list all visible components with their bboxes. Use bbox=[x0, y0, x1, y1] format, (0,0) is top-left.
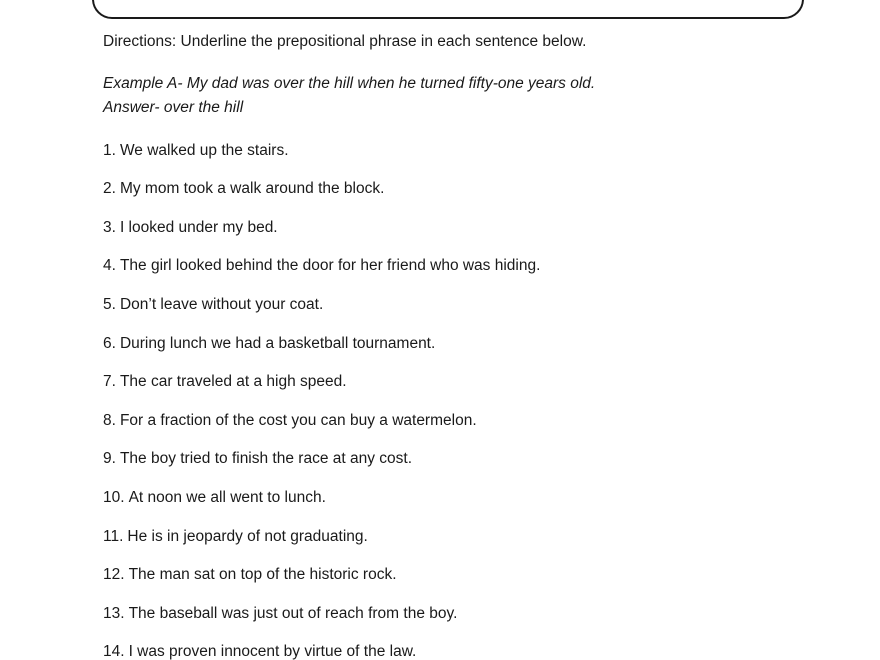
sentence-item bbox=[103, 529, 823, 545]
sentence-number: 10. bbox=[103, 488, 125, 506]
example-block bbox=[103, 72, 823, 120]
sentence-text: The girl looked behind the door for her friend who was hiding. bbox=[119, 257, 541, 275]
example-sentence: Example A- My dad was over the hill when he turned fifty-one years old. bbox=[103, 75, 596, 92]
sentence-number: 8. bbox=[103, 411, 116, 429]
sentence-number: 3. bbox=[103, 218, 116, 236]
sentence-text: The baseball was just out of reach from the boy. bbox=[128, 604, 458, 622]
sentence-number: 12. bbox=[103, 566, 125, 584]
sentence-text: We walked up the stairs. bbox=[119, 141, 289, 159]
sentence-item bbox=[103, 451, 823, 467]
sentence-number: 6. bbox=[103, 334, 116, 352]
sentence-item bbox=[103, 220, 823, 236]
sentence-text: I looked under my bed. bbox=[119, 218, 278, 236]
sentence-text: The boy tried to finish the race at any cost. bbox=[119, 450, 413, 468]
sentence-number: 4. bbox=[103, 257, 116, 275]
sentence-number: 13. bbox=[103, 604, 125, 622]
title-box-frame bbox=[92, 0, 804, 19]
sentence-item bbox=[103, 297, 823, 313]
sentence-item bbox=[103, 644, 823, 660]
sentence-text: For a fraction of the cost you can buy a watermelon. bbox=[119, 411, 477, 429]
sentence-text: Don’t leave without your coat. bbox=[119, 295, 324, 313]
sentence-list bbox=[103, 143, 823, 660]
sentence-number: 7. bbox=[103, 373, 116, 391]
sentence-item bbox=[103, 490, 823, 506]
sentence-item bbox=[103, 336, 823, 352]
sentence-number: 14. bbox=[103, 643, 125, 660]
directions-text: Directions: Underline the prepositional phrase in each sentence below. bbox=[103, 33, 587, 50]
sentence-item bbox=[103, 374, 823, 390]
sentence-item bbox=[103, 413, 823, 429]
sentence-text: At noon we all went to lunch. bbox=[128, 488, 326, 506]
sentence-number: 11. bbox=[103, 527, 124, 545]
sentence-item bbox=[103, 143, 823, 159]
sentence-number: 5. bbox=[103, 295, 116, 313]
sentence-number: 1. bbox=[103, 141, 116, 159]
sentence-number: 9. bbox=[103, 450, 116, 468]
sentence-item bbox=[103, 258, 823, 274]
example-answer: Answer- over the hill bbox=[103, 99, 244, 116]
sentence-text: The man sat on top of the historic rock. bbox=[128, 566, 397, 584]
sentence-number: 2. bbox=[103, 180, 116, 198]
sentence-item bbox=[103, 567, 823, 583]
sentence-text: The car traveled at a high speed. bbox=[119, 373, 347, 391]
sentence-text: During lunch we had a basketball tournament. bbox=[119, 334, 436, 352]
worksheet-content bbox=[103, 33, 823, 660]
sentence-text: He is in jeopardy of not graduating. bbox=[127, 527, 368, 545]
sentence-item bbox=[103, 606, 823, 622]
sentence-item bbox=[103, 181, 823, 197]
sentence-text: I was proven innocent by virtue of the law. bbox=[128, 643, 417, 660]
sentence-text: My mom took a walk around the block. bbox=[119, 180, 385, 198]
